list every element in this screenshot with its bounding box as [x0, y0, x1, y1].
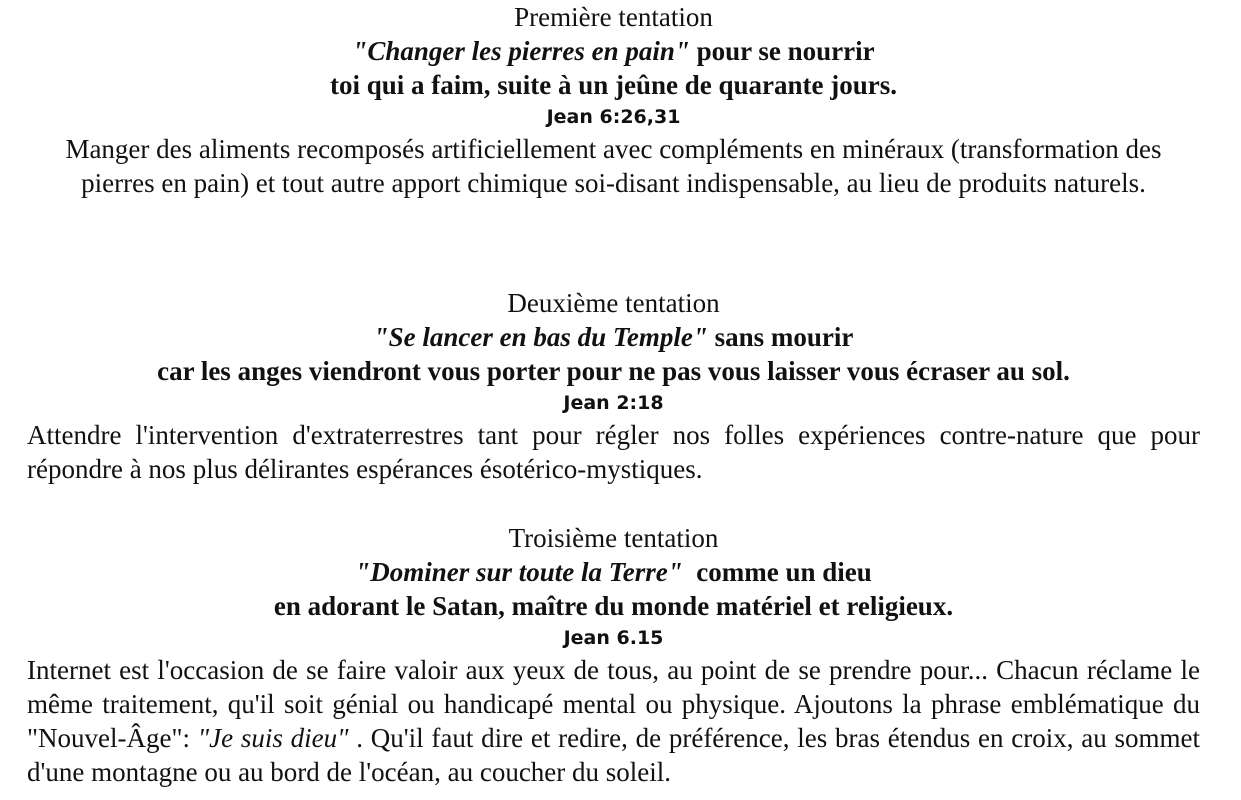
section-heading: Première tentation: [514, 2, 713, 32]
temptation-quote: "Changer les pierres en pain": [352, 36, 690, 66]
section-first-temptation: [27, 0, 1200, 200]
scripture-reference: Jean 6.15: [563, 627, 664, 649]
temptation-subline: car les anges viendront vous porter pour ne pas vous laisser vous écraser au sol.: [157, 356, 1070, 386]
section-body: Manger des aliments recomposés artificiellement avec compléments en minéraux (transformation des pierres en pain) et tout autre apport chimique soi-disant indispensable, au lieu de produits naturels.: [65, 134, 1162, 198]
temptation-quote-suffix: pour se nourrir: [689, 36, 875, 66]
section-heading: Troisième tentation: [508, 523, 719, 553]
scripture-reference: Jean 2:18: [563, 392, 664, 414]
section-third-temptation: [27, 521, 1200, 789]
temptation-subline: en adorant le Satan, maître du monde matériel et religieux.: [273, 591, 954, 621]
section-body: Attendre l'intervention d'extraterrestres tant pour régler nos folles expériences contre-nature que pour répondre à nos plus délirantes espérances ésotérico-mystiques.: [27, 420, 1200, 484]
temptation-quote-line: [27, 34, 1200, 68]
scripture-reference: Jean 6:26,31: [546, 106, 681, 128]
body-text-before: Internet est l'occasion de se faire valoir aux yeux de tous, au point de se prendre pour... Chacun réclame le même traitement, qu'il soit génial ou handicapé mental ou physique. Ajoutons la phrase emblématique du "Nouvel-Âge":: [27, 655, 1200, 753]
temptation-quote-line: [27, 320, 1200, 354]
section-second-temptation: [27, 286, 1200, 486]
temptation-subline: toi qui a faim, suite à un jeûne de quarante jours.: [329, 70, 898, 100]
section-body: [27, 653, 1200, 789]
temptation-quote: "Se lancer en bas du Temple": [373, 322, 708, 352]
body-italic-quote: "Je suis dieu": [197, 723, 349, 753]
temptation-quote-line: [27, 555, 1200, 589]
temptation-quote-suffix: comme un dieu: [682, 557, 872, 587]
body-text-after: . Qu'il faut dire et redire, de préférence, les bras étendus en croix, au sommet d'une montagne ou au bord de l'océan, au coucher du soleil.: [27, 723, 1200, 787]
section-heading: Deuxième tentation: [507, 288, 720, 318]
temptation-quote-suffix: sans mourir: [707, 322, 854, 352]
temptation-quote: "Dominer sur toute la Terre": [355, 557, 683, 587]
